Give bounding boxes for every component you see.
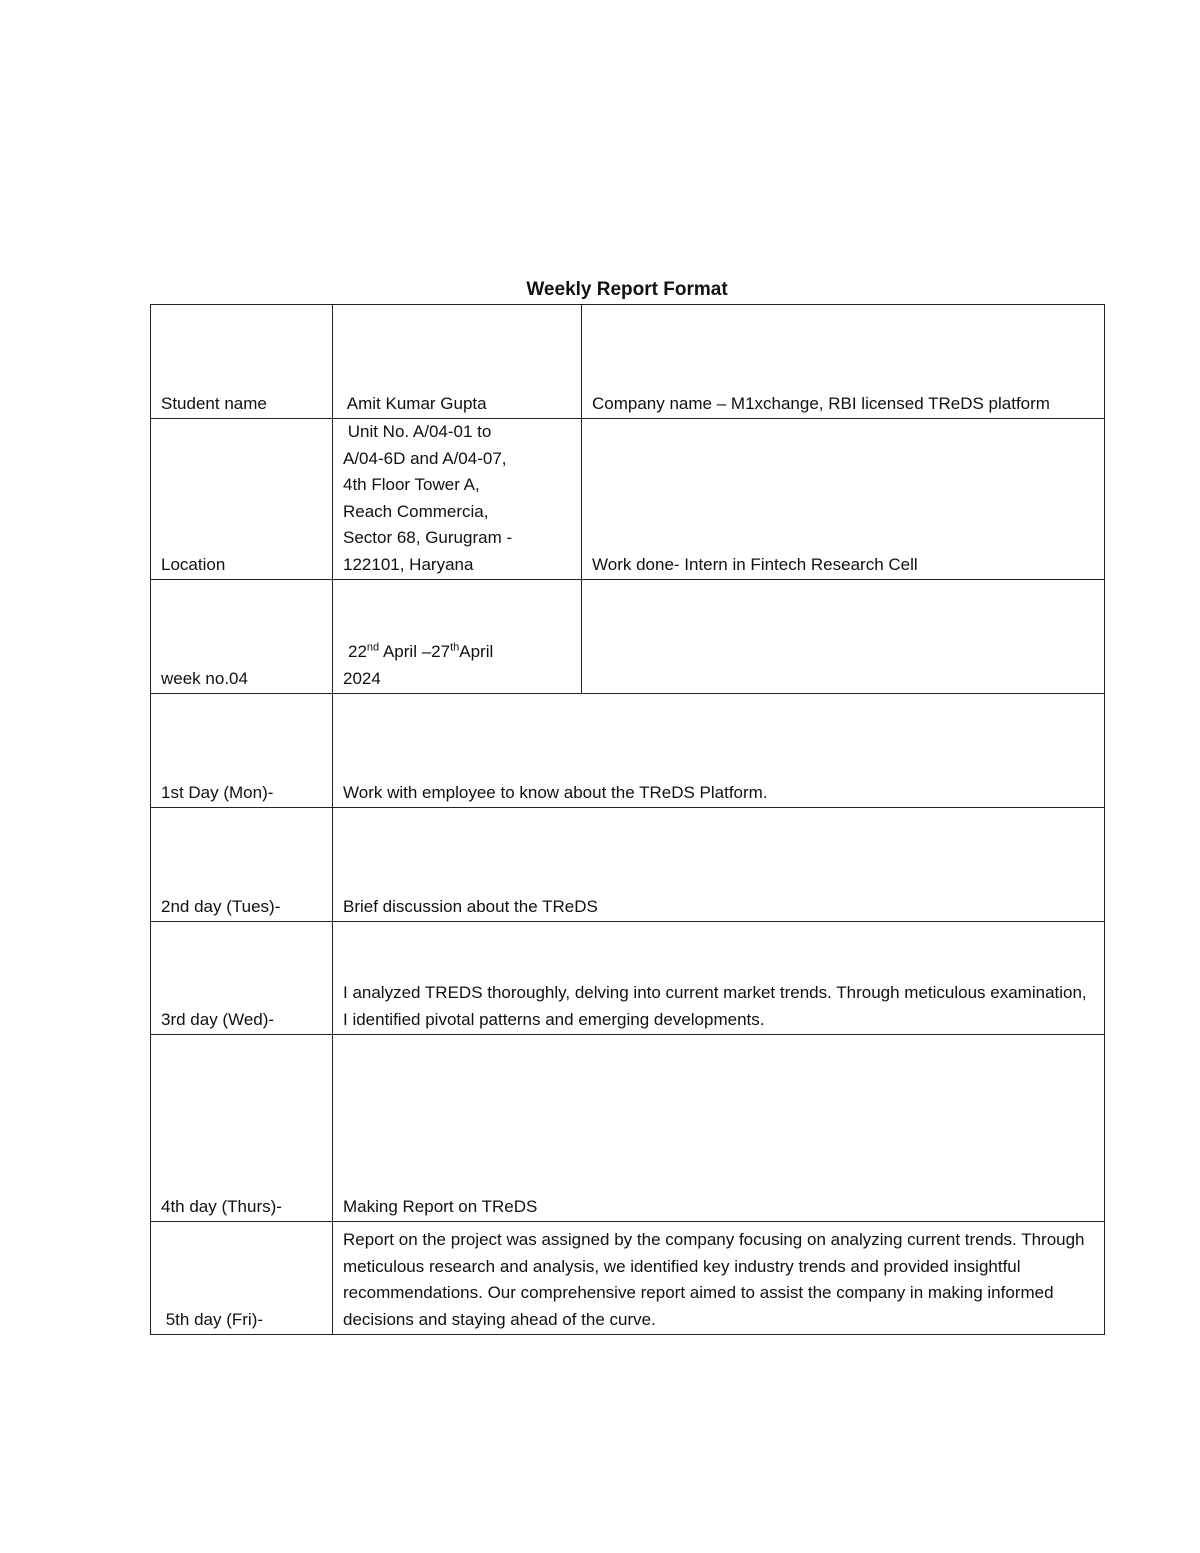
week-date-range: 22nd April –27thApril 2024 <box>333 580 582 694</box>
location-address: Unit No. A/04-01 to A/04-6D and A/04-07, 4th Floor Tower A, Reach Commercia, Sector 68, Gurugram - 122101, Haryana <box>333 419 582 580</box>
table-row <box>151 580 1105 694</box>
student-name-label: Student name <box>151 305 333 419</box>
day-label: 3rd day (Wed)- <box>151 922 333 1035</box>
student-name-value: Amit Kumar Gupta <box>333 305 582 419</box>
table-row <box>151 922 1105 1035</box>
day-work-text: Making Report on TReDS <box>333 1035 1105 1222</box>
table-row <box>151 419 1105 580</box>
day-label: 1st Day (Mon)- <box>151 694 333 808</box>
work-done-cell: Work done- Intern in Fintech Research Cell <box>582 419 1105 580</box>
day-work-text: Work with employee to know about the TReDS Platform. <box>333 694 1105 808</box>
location-label: Location <box>151 419 333 580</box>
week-number-label: week no.04 <box>151 580 333 694</box>
page-title: Weekly Report Format <box>526 279 728 300</box>
table-row <box>151 305 1105 419</box>
day-work-text: Report on the project was assigned by the company focusing on analyzing current trends. Through meticulous research and analysis, we identified key industry trends and provided insightful recommendations. Our comprehensive report aimed to assist the company in making informed decisions and staying ahead of the curve. <box>333 1222 1105 1335</box>
day-label: 4th day (Thurs)- <box>151 1035 333 1222</box>
day-label: 2nd day (Tues)- <box>151 808 333 922</box>
company-name-cell: Company name – M1xchange, RBI licensed TReDS platform <box>582 305 1105 419</box>
weekly-report-table <box>150 304 1105 1335</box>
empty-cell <box>582 580 1105 694</box>
table-row <box>151 694 1105 808</box>
table-row <box>151 1035 1105 1222</box>
table-row <box>151 1222 1105 1335</box>
day-work-text: I analyzed TREDS thoroughly, delving into current market trends. Through meticulous examination, I identified pivotal patterns and emerging developments. <box>333 922 1105 1035</box>
day-work-text: Brief discussion about the TReDS <box>333 808 1105 922</box>
table-row <box>151 808 1105 922</box>
day-label: 5th day (Fri)- <box>151 1222 333 1335</box>
